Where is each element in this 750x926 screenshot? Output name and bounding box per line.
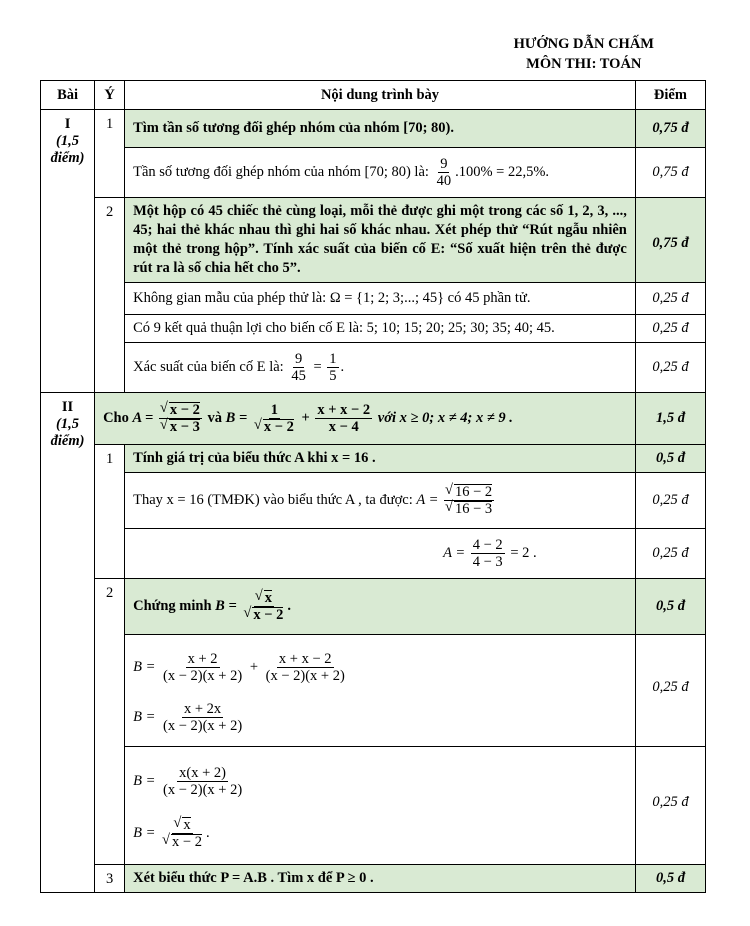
period: . — [205, 824, 210, 841]
question-lead: Chứng minh — [133, 597, 212, 614]
score: 0,75 đ — [635, 198, 705, 283]
score: 0,25 đ — [635, 343, 705, 393]
fraction-denominator: 40 — [436, 173, 452, 189]
answer-lead: Xác suất của biến cố E là: — [133, 358, 284, 375]
score: 0,25 đ — [635, 283, 705, 315]
table-row — [41, 529, 706, 579]
cho-label: Cho — [103, 409, 129, 426]
sqrt-expr: √ x − 2 — [252, 607, 283, 623]
answer-text — [125, 747, 636, 865]
lhs: A = — [443, 544, 466, 561]
fraction-numerator — [172, 817, 192, 834]
period: . — [340, 358, 345, 375]
equals-sign: = — [313, 358, 322, 375]
table-header-row — [41, 81, 706, 110]
fraction-denominator — [161, 834, 204, 850]
sqrt-expr: √ 16 − 3 — [454, 501, 492, 517]
lhs: B = — [133, 708, 156, 725]
lhs: A = — [416, 491, 439, 508]
answer-lead: Tần số tương đối ghép nhóm của nhóm [70; 80) là: — [133, 163, 429, 180]
fraction-denominator — [159, 419, 202, 435]
sqrt-expr: √ x − 2 — [169, 402, 200, 418]
table-row — [41, 393, 706, 445]
sqrt-expr: √ x — [264, 590, 272, 606]
answer-text — [125, 343, 636, 393]
fraction-denominator — [444, 501, 494, 517]
a-lhs: A = — [132, 409, 154, 426]
equation-line — [133, 817, 627, 850]
plus-sign: + — [249, 658, 258, 675]
fraction-denominator: (x − 2)(x + 2) — [163, 718, 243, 734]
section-points: (1,5 — [56, 416, 80, 432]
fraction — [289, 351, 308, 384]
score: 0,5 đ — [635, 865, 705, 893]
answer-lead: Thay x = 16 (TMĐK) vào biểu thức A , ta được: — [133, 491, 413, 508]
lhs: B = — [215, 597, 237, 614]
fraction-numerator: x + 2x — [184, 701, 222, 717]
answer-text: Không gian mẫu của phép thử là: Ω = {1; 2; 3;...; 45} có 45 phần tử. — [125, 283, 636, 315]
answer-text: Có 9 kết quả thuận lợi cho biến cố E là: 5; 10; 15; 20; 25; 30; 35; 40; 45. — [125, 315, 636, 343]
fraction-denominator — [242, 607, 285, 623]
item-number: 2 — [95, 198, 125, 393]
fraction-numerator: x + x − 2 — [317, 402, 371, 418]
problem-statement — [95, 393, 636, 445]
score: 0,75 đ — [635, 148, 705, 198]
section-i — [41, 110, 95, 393]
grading-table — [40, 80, 706, 893]
section-label: II — [61, 399, 74, 415]
item-number: 1 — [95, 445, 125, 579]
table-row — [41, 747, 706, 865]
fraction-denominator: (x − 2)(x + 2) — [163, 668, 243, 684]
fraction-numerator: x + x − 2 — [278, 651, 332, 667]
fraction — [161, 817, 204, 850]
question-text: Tìm tần số tương đối ghép nhóm của nhóm [70; 80). — [125, 110, 636, 148]
item-number: 1 — [95, 110, 125, 198]
table-row — [41, 579, 706, 635]
equation-line — [133, 765, 627, 817]
section-points: (1,5 — [56, 133, 80, 149]
fraction-b2 — [315, 402, 372, 435]
period: . — [287, 597, 291, 614]
sqrt-expr: √ x − 2 — [171, 834, 202, 850]
answer-text — [125, 148, 636, 198]
header-diem: Điểm — [635, 81, 705, 110]
answer-text — [125, 473, 636, 529]
score: 0,5 đ — [635, 579, 705, 635]
lhs: B = — [133, 772, 156, 789]
answer-result: .100% = 22,5%. — [455, 163, 550, 180]
fraction-numerator: 1 — [270, 402, 278, 418]
question-text — [125, 579, 636, 635]
fraction — [435, 156, 454, 189]
score: 0,25 đ — [635, 747, 705, 865]
score: 0,25 đ — [635, 635, 705, 747]
equation-line — [133, 701, 627, 734]
va-label: và — [207, 409, 223, 426]
answer-text — [125, 529, 636, 579]
rhs: = 2 . — [510, 544, 537, 561]
table-row — [41, 445, 706, 473]
header-bai: Bài — [41, 81, 95, 110]
section-points-unit: điểm) — [50, 150, 85, 166]
condition: với x ≥ 0; x ≠ 4; x ≠ 9 . — [377, 409, 513, 426]
fraction-numerator: x(x + 2) — [179, 765, 227, 781]
header-y: Ý — [95, 81, 125, 110]
equation-line — [133, 651, 627, 701]
fraction-numerator — [254, 590, 274, 607]
question-text: Một hộp có 45 chiếc thẻ cùng loại, mỗi thẻ được ghi một trong các số 1, 2, 3, ..., 45; hai thẻ khác nhau thì ghi hai số khác nhau. Xét phép thử “Rút ngẫu nhiên một thẻ trong hộp”. Tính xác suất của biến cố E: “Số xuất hiện trên thẻ được rút ra là số chia hết cho 5”. — [125, 198, 636, 283]
fraction-denominator: 4 − 3 — [472, 554, 503, 570]
section-ii — [41, 393, 95, 893]
fraction — [242, 590, 285, 623]
table-row — [41, 343, 706, 393]
fraction — [471, 537, 505, 570]
fraction-numerator: 1 — [329, 351, 337, 367]
sqrt-expr: √ x — [182, 817, 190, 833]
table-row — [41, 635, 706, 747]
score: 0,5 đ — [635, 445, 705, 473]
fraction — [264, 651, 347, 684]
fraction-numerator: 9 — [440, 156, 448, 172]
score: 0,25 đ — [635, 529, 705, 579]
section-label: I — [64, 116, 71, 132]
question-text: Tính giá trị của biểu thức A khi x = 16 . — [125, 445, 636, 473]
table-row — [41, 148, 706, 198]
score: 0,25 đ — [635, 473, 705, 529]
lhs: B = — [133, 658, 156, 675]
score: 0,75 đ — [635, 110, 705, 148]
fraction-a — [159, 402, 202, 435]
table-row — [41, 865, 706, 893]
fraction — [444, 484, 494, 517]
answer-text — [125, 635, 636, 747]
fraction-denominator — [253, 419, 296, 435]
fraction-denominator: (x − 2)(x + 2) — [265, 668, 345, 684]
item-number: 3 — [95, 865, 125, 893]
score: 1,5 đ — [635, 393, 705, 445]
fraction — [327, 351, 338, 384]
item-number: 2 — [95, 579, 125, 865]
fraction — [161, 701, 244, 734]
b-lhs: B = — [225, 409, 248, 426]
table-row — [41, 198, 706, 283]
document-header — [514, 34, 654, 74]
fraction-numerator: 9 — [294, 351, 303, 367]
table-row — [41, 315, 706, 343]
fraction-numerator: x + 2 — [187, 651, 218, 667]
fraction-denominator: (x − 2)(x + 2) — [163, 782, 243, 798]
score: 0,25 đ — [635, 315, 705, 343]
sqrt-expr: √ 16 − 2 — [454, 484, 492, 500]
fraction-numerator: 4 − 2 — [472, 537, 503, 553]
table-row — [41, 110, 706, 148]
fraction-b1 — [253, 402, 296, 435]
sqrt-expr: √ x − 2 — [263, 419, 294, 435]
lhs: B = — [133, 824, 156, 841]
fraction-denominator: 45 — [291, 368, 306, 384]
table-row — [41, 283, 706, 315]
header-subject: MÔN THI: TOÁN — [526, 56, 642, 72]
plus-sign: + — [301, 409, 310, 426]
fraction-denominator: 5 — [329, 368, 337, 384]
header-noidung: Nội dung trình bày — [125, 81, 636, 110]
table-row — [41, 473, 706, 529]
fraction — [161, 651, 244, 684]
header-title: HƯỚNG DẪN CHẤM — [513, 36, 654, 52]
fraction-denominator: x − 4 — [328, 419, 359, 435]
sqrt-expr: √ x − 3 — [169, 419, 200, 435]
fraction — [161, 765, 244, 798]
question-text: Xét biểu thức P = A.B . Tìm x để P ≥ 0 . — [125, 865, 636, 893]
section-points-unit: điểm) — [50, 433, 85, 449]
